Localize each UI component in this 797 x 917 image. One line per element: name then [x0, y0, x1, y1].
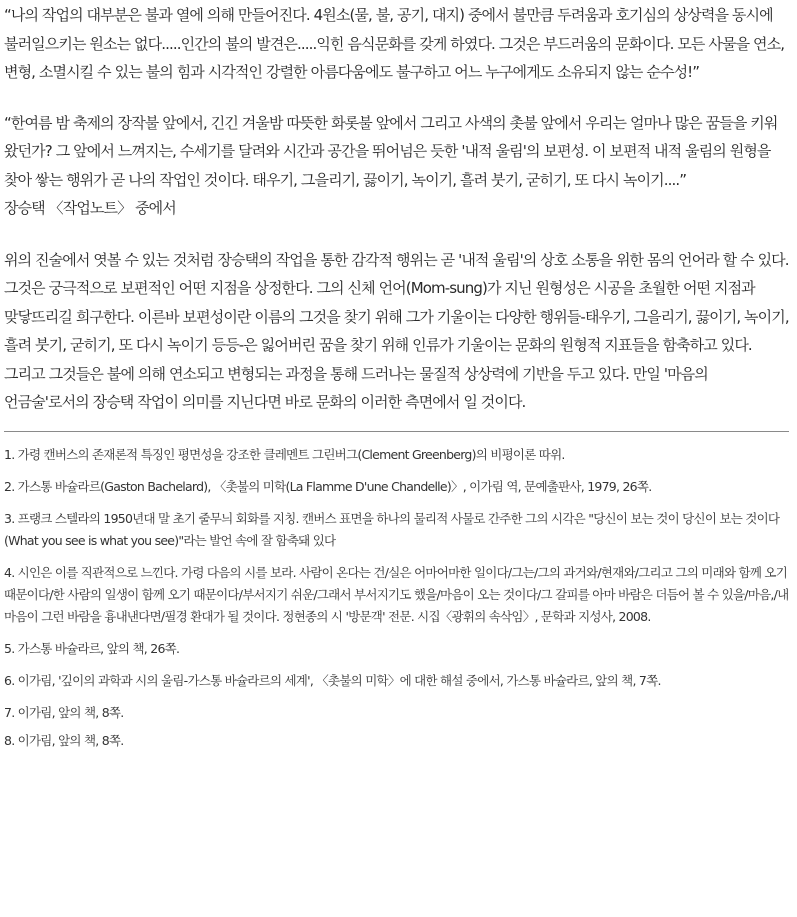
footnotes-list	[4, 444, 789, 752]
footnote-1: 1. 가령 캔버스의 존재론적 특징인 평면성을 강조한 클레멘트 그린버그(Clement Greenberg)의 비평이론 따위.	[4, 446, 565, 462]
footnote-8: 8. 이가림, 앞의 책, 8쪽.	[4, 732, 124, 748]
footnote-7: 7. 이가림, 앞의 책, 8쪽.	[4, 704, 124, 720]
artist-quote-2: “한여름 밤 축제의 장작불 앞에서, 긴긴 겨울밤 따뜻한 화롯불 앞에서 그리고 사색의 촛불 앞에서 우리는 얼마나 많은 꿈들을 키워 왔던가? 그 앞에서 느껴지는, 수세기를 달려와 시간과 공간을 뛰어넘은 듯한 '내적 울림'의 보편성. 이 보편적 내적 울림의 원형을 찾아 쌓는 행위가 곧 나의 작업인 것이다. 태우기, 그을리기, 끓이기, 녹이기, 흘려 붓기, 굳히기, 또 다시 녹이기....”	[4, 113, 778, 189]
artist-quote-1: “나의 작업의 대부분은 불과 열에 의해 만들어진다. 4원소(물, 불, 공기, 대지) 중에서 불만큼 두려움과 호기심의 상상력을 동시에 불러일으키는 원소는 없다.....인간의 불의 발견은.....익힌 음식문화를 갖게 하였다. 그것은 부드러움의 문화이다. 모든 사물을 연소, 변형, 소멸시킬 수 있는 불의 힘과 시각적인 강렬한 아름다움에도 불구하고 어느 누구에게도 소유되지 않는 순수성!”	[4, 6, 785, 81]
footnote-5: 5. 가스통 바슐라르, 앞의 책, 26쪽.	[4, 640, 180, 656]
footnote-6: 6. 이가림, '깊이의 과학과 시의 울림-가스통 바슐라르의 세계', 〈촛불의 미학〉에 대한 해설 중에서, 가스통 바슐라르, 앞의 책, 7쪽.	[4, 672, 661, 688]
essay-paragraph: 위의 진술에서 엿볼 수 있는 것처럼 장승택의 작업을 통한 감각적 행위는 곧 '내적 울림'의 상호 소통을 위한 몸의 언어라 할 수 있다. 그것은 궁극적으로 보편적인 어떤 지점을 상정한다. 그의 신체 언어(Mom-sung)가 지닌 원형성은 시공을 초월한 어떤 지점과 맞닿뜨리길 희구한다. 이른바 보편성이란 이름의 그것을 찾기 위해 그가 기울이는 다양한 행위들-태우기, 그을리기, 끓이기, 녹이기, 흘려 붓기, 굳히기, 또 다시 녹이기 등등-은 잃어버린 꿈을 찾기 위해 인류가 기울이는 문화의 원형적 지표들을 함축하고 있다. 그리고 그것들은 불에 의해 연소되고 변형되는 과정을 통해 드러나는 물질적 상상력에 기반을 두고 있다. 만일 '마음의 언금술'로서의 장승택 작업이 의미를 지닌다면 바로 문화의 이러한 측면에서 일 것이다.	[4, 250, 789, 411]
footnote-divider	[4, 431, 789, 432]
footnote-4: 4. 시인은 이를 직관적으로 느낀다. 가령 다음의 시를 보라. 사람이 온다는 건/실은 어마어마한 일이다/그는/그의 과거와/현재와/그리고 그의 미래와 함께 오기 때문이다/한 사람의 일생이 함께 오기 때문이다/부서지기 쉬운/그래서 부서지기도 했을/마음이 오는 것이다/그 갈피를 아마 바람은 더듬어 볼 수 있을/마음,/내 마음이 그런 바람을 흉내낸다면/필경 환대가 될 것이다. 정현종의 시 '방문객' 전문. 시집〈광휘의 속삭임〉, 문학과 지성사, 2008.	[4, 564, 789, 624]
footnote-2: 2. 가스통 바슐라르(Gaston Bachelard), 〈촛불의 미학(La Flamme D'une Chandelle)〉, 이가림 역, 문예출판사, 1979, 26쪽.	[4, 478, 652, 494]
quote-source: 장승택 〈작업노트〉 중에서	[4, 199, 176, 217]
footnote-3: 3. 프랭크 스텔라의 1950년대 말 초기 줄무늬 회화를 지칭. 캔버스 표면을 하나의 물리적 사물로 간주한 그의 시각은 "당신이 보는 것이 당신이 보는 것이다(What you see is what you see)"라는 발언 속에 잘 함축돼 있다	[4, 510, 780, 548]
